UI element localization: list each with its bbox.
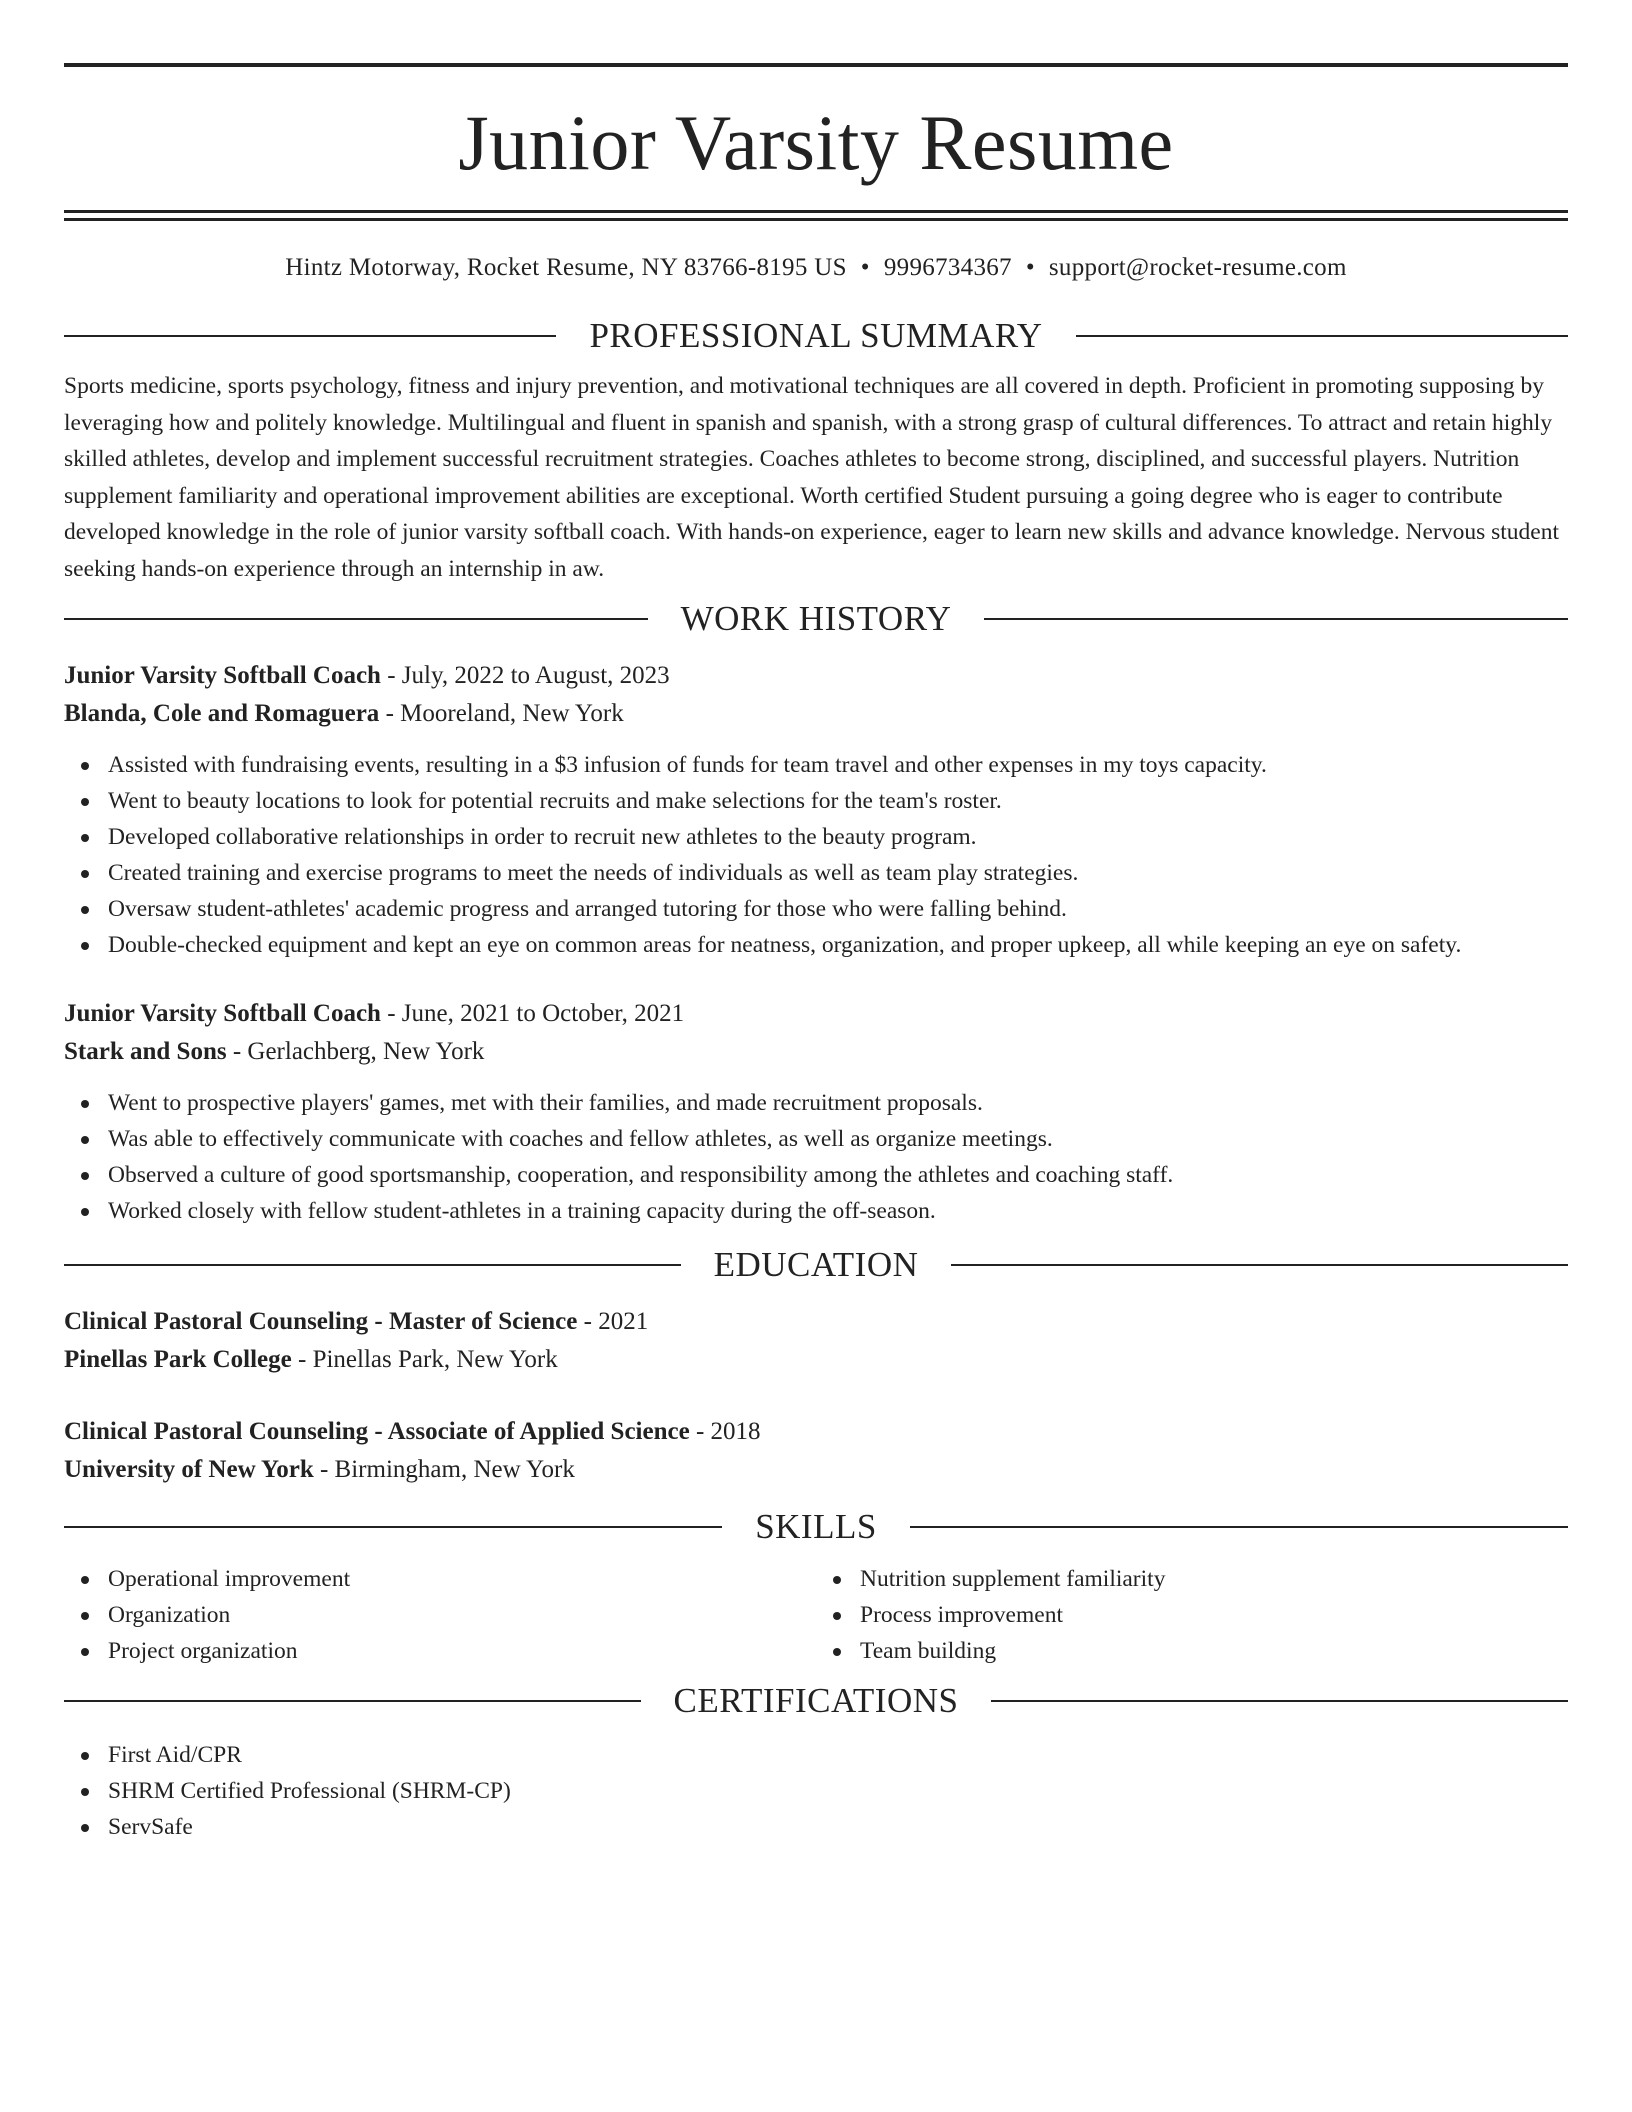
skill-item: Process improvement bbox=[860, 1597, 1568, 1633]
education-entry bbox=[64, 1413, 1568, 1489]
school: Pinellas Park College bbox=[64, 1346, 292, 1373]
section-heading-summary bbox=[64, 314, 1568, 358]
resume-page bbox=[64, 0, 1568, 1845]
section-title: CERTIFICATIONS bbox=[673, 1681, 959, 1720]
certifications-list bbox=[64, 1737, 1568, 1845]
job-location: - Mooreland, New York bbox=[379, 700, 624, 727]
graduation-year: - 2021 bbox=[577, 1308, 649, 1335]
degree-line bbox=[64, 1413, 1568, 1451]
contact-email: support@rocket-resume.com bbox=[1048, 254, 1347, 281]
list-item: Double-checked equipment and kept an eye on common areas for neatness, organization, and proper upkeep, all while keeping an eye on safety. bbox=[108, 927, 1568, 963]
certification-item: ServSafe bbox=[108, 1809, 1568, 1845]
job-dates: - July, 2022 to August, 2023 bbox=[380, 662, 670, 689]
job-company-line bbox=[64, 695, 1568, 733]
skill-item: Organization bbox=[108, 1597, 816, 1633]
list-item: Went to beauty locations to look for potential recruits and make selections for the team's roster. bbox=[108, 783, 1568, 819]
list-item: Oversaw student-athletes' academic progress and arranged tutoring for those who were falling behind. bbox=[108, 891, 1568, 927]
heading-rule bbox=[1076, 335, 1568, 337]
heading-rule bbox=[64, 1700, 641, 1702]
skill-item: Operational improvement bbox=[108, 1561, 816, 1597]
school-location: - Pinellas Park, New York bbox=[291, 1346, 558, 1373]
section-title: EDUCATION bbox=[713, 1245, 919, 1284]
list-item: Went to prospective players' games, met with their families, and made recruitment proposals. bbox=[108, 1085, 1568, 1121]
section-title: SKILLS bbox=[755, 1507, 877, 1546]
contact-separator: • bbox=[860, 254, 870, 281]
skill-item: Team building bbox=[860, 1633, 1568, 1669]
job-bullet-list bbox=[64, 747, 1568, 963]
section-heading-work-history bbox=[64, 597, 1568, 641]
job-title: Junior Varsity Softball Coach bbox=[64, 662, 381, 689]
list-item: Was able to effectively communicate with coaches and fellow athletes, as well as organize meetings. bbox=[108, 1121, 1568, 1157]
contact-separator: • bbox=[1025, 254, 1035, 281]
section-title: PROFESSIONAL SUMMARY bbox=[589, 316, 1043, 355]
job-company: Blanda, Cole and Romaguera bbox=[64, 700, 380, 727]
skills-list-right bbox=[816, 1561, 1568, 1669]
contact-line bbox=[64, 252, 1568, 284]
summary-text: Sports medicine, sports psychology, fitness and injury prevention, and motivational techniques are all covered in depth. Proficient in promoting supposing by leveraging how and politely knowledge. Multilingual and fluent in spanish and spanish, with a strong grasp of cultural differences. To attract and retain highly skilled athletes, develop and implement successful recruitment strategies. Coaches athletes to become strong, disciplined, and successful players. Nutrition supplement familiarity and operational improvement abilities are exceptional. Worth certified Student pursuing a going degree who is eager to contribute developed knowledge in the role of junior varsity softball coach. With hands-on experience, eager to learn new skills and advance knowledge. Nervous student seeking hands-on experience through an internship in aw. bbox=[64, 373, 1559, 582]
job-entry bbox=[64, 995, 1568, 1229]
degree-line bbox=[64, 1303, 1568, 1341]
top-rule bbox=[64, 63, 1568, 67]
heading-rule bbox=[951, 1264, 1568, 1266]
job-title: Junior Varsity Softball Coach bbox=[64, 1000, 381, 1027]
skill-item: Project organization bbox=[108, 1633, 816, 1669]
heading-rule bbox=[984, 618, 1568, 620]
school-line bbox=[64, 1451, 1568, 1489]
section-heading-education bbox=[64, 1243, 1568, 1287]
job-location: - Gerlachberg, New York bbox=[226, 1038, 485, 1065]
heading-rule bbox=[64, 618, 648, 620]
education-entry bbox=[64, 1303, 1568, 1379]
job-company-line bbox=[64, 1033, 1568, 1071]
heading-rule bbox=[910, 1526, 1568, 1528]
section-heading-skills bbox=[64, 1505, 1568, 1549]
job-bullet-list bbox=[64, 1085, 1568, 1229]
resume-title: Junior Varsity Resume bbox=[458, 99, 1174, 186]
section-heading-certifications bbox=[64, 1679, 1568, 1723]
skill-item: Nutrition supplement familiarity bbox=[860, 1561, 1568, 1597]
list-item: Worked closely with fellow student-athletes in a training capacity during the off-season. bbox=[108, 1193, 1568, 1229]
job-dates: - June, 2021 to October, 2021 bbox=[380, 1000, 685, 1027]
heading-rule bbox=[64, 1526, 722, 1528]
title-double-rule bbox=[64, 210, 1568, 221]
list-item: Created training and exercise programs to meet the needs of individuals as well as team play strategies. bbox=[108, 855, 1568, 891]
list-item: Observed a culture of good sportsmanship, cooperation, and responsibility among the athletes and coaching staff. bbox=[108, 1157, 1568, 1193]
heading-rule bbox=[991, 1700, 1568, 1702]
skills-list-left bbox=[64, 1561, 816, 1669]
list-item: Developed collaborative relationships in order to recruit new athletes to the beauty program. bbox=[108, 819, 1568, 855]
job-title-line bbox=[64, 995, 1568, 1033]
school-line bbox=[64, 1341, 1568, 1379]
heading-rule bbox=[64, 335, 556, 337]
job-title-line bbox=[64, 657, 1568, 695]
list-item: Assisted with fundraising events, resulting in a $3 infusion of funds for team travel and other expenses in my toys capacity. bbox=[108, 747, 1568, 783]
section-title: WORK HISTORY bbox=[680, 599, 952, 638]
school-location: - Birmingham, New York bbox=[313, 1456, 575, 1483]
job-company: Stark and Sons bbox=[64, 1038, 227, 1065]
skills-grid bbox=[64, 1561, 1568, 1669]
degree: Clinical Pastoral Counseling - Master of Science bbox=[64, 1308, 578, 1335]
graduation-year: - 2018 bbox=[689, 1418, 761, 1445]
degree: Clinical Pastoral Counseling - Associate of Applied Science bbox=[64, 1418, 690, 1445]
certification-item: First Aid/CPR bbox=[108, 1737, 1568, 1773]
heading-rule bbox=[64, 1264, 681, 1266]
contact-address: Hintz Motorway, Rocket Resume, NY 83766-8195 US bbox=[285, 254, 847, 281]
contact-phone: 9996734367 bbox=[883, 254, 1012, 281]
job-entry bbox=[64, 657, 1568, 963]
certification-item: SHRM Certified Professional (SHRM-CP) bbox=[108, 1773, 1568, 1809]
school: University of New York bbox=[64, 1456, 314, 1483]
